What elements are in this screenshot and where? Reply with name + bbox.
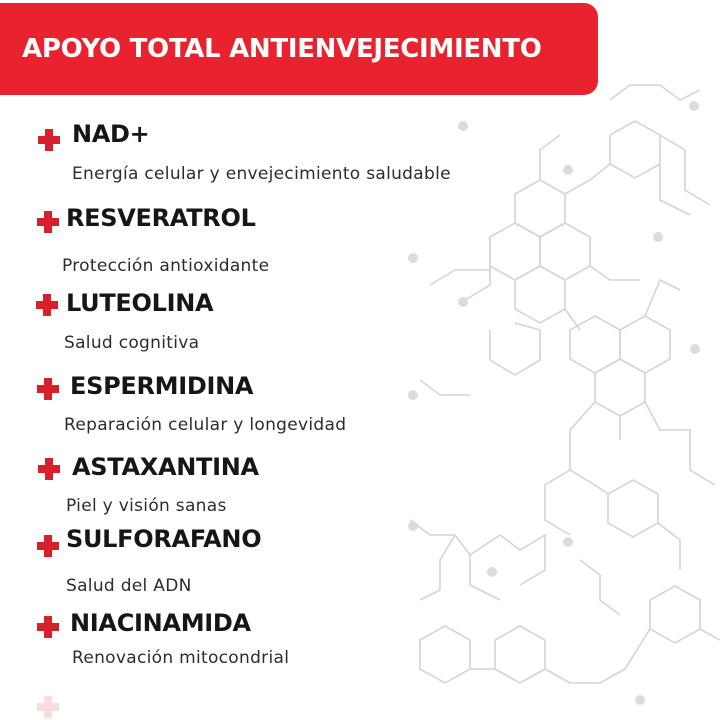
item-description: Reparación celular y longevidad	[64, 415, 347, 435]
header-banner	[0, 3, 598, 95]
item-description: Salud del ADN	[66, 576, 192, 596]
item-name: ASTAXANTINA	[72, 453, 259, 481]
item-description: Renovación mitocondrial	[72, 648, 290, 668]
item-name: LUTEOLINA	[66, 289, 214, 317]
item-name: RESVERATROL	[66, 204, 256, 232]
item-description: Piel y visión sanas	[66, 496, 227, 516]
item-name: NAD+	[72, 120, 150, 148]
red-cross-icon	[38, 458, 60, 480]
red-cross-icon	[37, 535, 59, 557]
red-cross-icon	[37, 696, 59, 718]
red-cross-icon	[38, 129, 60, 151]
page-title: APOYO TOTAL ANTIENVEJECIMIENTO	[22, 34, 542, 64]
red-cross-icon	[37, 616, 59, 638]
item-name: ESPERMIDINA	[70, 372, 254, 400]
red-cross-icon	[37, 211, 59, 233]
red-cross-icon	[37, 378, 59, 400]
item-description: Energía celular y envejecimiento saludable	[72, 164, 451, 184]
item-name: NIACINAMIDA	[70, 609, 251, 637]
item-description: Protección antioxidante	[62, 256, 270, 276]
item-description: Salud cognitiva	[64, 333, 200, 353]
red-cross-icon	[36, 294, 58, 316]
item-name: SULFORAFANO	[66, 525, 262, 553]
